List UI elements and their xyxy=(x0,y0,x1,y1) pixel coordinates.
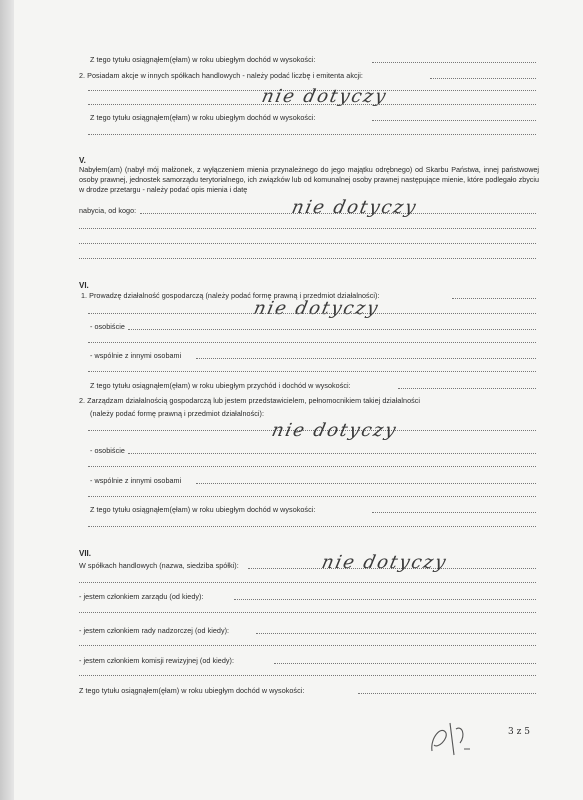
shares-item: 2. Posiadam akcje w innych spółkach handlowych - należy podać liczbę i emitenta akcji: xyxy=(79,71,363,80)
personally-label-2: - osobiście xyxy=(90,446,125,455)
jointly-label-2: - wspólnie z innymi osobami xyxy=(90,476,182,485)
dotted-fill xyxy=(88,526,536,527)
dotted-fill xyxy=(372,62,536,63)
income-line-vii: Z tego tytułu osiągnąłem(ęłam) w roku ubiegłym dochód w wysokości: xyxy=(79,686,305,695)
dotted-fill xyxy=(372,512,536,513)
dotted-fill xyxy=(372,120,536,121)
personally-label: - osobiście xyxy=(90,322,125,331)
dotted-fill xyxy=(88,342,536,343)
business-item-2-line1: 2. Zarządzam działalnością gospodarczą lub jestem przedstawicielem, pełnomocnikiem takiej działalności xyxy=(79,396,421,405)
business-item-2-line2: (należy podać formę prawną i przedmiot działalności): xyxy=(90,409,265,418)
dotted-fill xyxy=(88,371,536,372)
audit-committee-line: - jestem członkiem komisji rewizyjnej (od kiedy): xyxy=(79,656,235,665)
board-member-line: - jestem członkiem zarządu (od kiedy): xyxy=(79,592,204,601)
section-vi-heading: VI. xyxy=(79,281,89,290)
acquisition-from: nabycia, od kogo: xyxy=(79,206,137,215)
dotted-fill xyxy=(358,693,536,694)
dotted-fill xyxy=(79,612,536,613)
dotted-fill xyxy=(128,453,536,454)
scan-edge-shadow xyxy=(0,0,14,800)
dotted-fill xyxy=(79,258,536,259)
dotted-fill xyxy=(128,329,536,330)
handwritten-not-applicable: nie dotyczy xyxy=(319,552,450,573)
dotted-fill xyxy=(398,388,536,389)
section-vii-heading: VII. xyxy=(79,549,92,558)
dotted-fill xyxy=(79,582,536,583)
dotted-fill xyxy=(430,78,536,79)
income-line-2: Z tego tytułu osiągnąłem(ęłam) w roku ubiegłym dochód w wysokości: xyxy=(90,113,316,122)
handwritten-not-applicable: nie dotyczy xyxy=(259,86,390,107)
income-line-1: Z tego tytułu osiągnąłem(ęłam) w roku ubiegłym dochód w wysokości: xyxy=(90,55,316,64)
page-number: 3 z 5 xyxy=(508,727,530,737)
companies-line: W spółkach handlowych (nazwa, siedziba spółki): xyxy=(79,561,239,570)
dotted-fill xyxy=(234,599,536,600)
dotted-fill xyxy=(79,243,536,244)
dotted-fill xyxy=(79,675,536,676)
dotted-fill xyxy=(88,104,536,105)
dotted-fill xyxy=(274,663,536,664)
business-item-1: 1. Prowadzę działalność gospodarczą (należy podać formę prawną i przedmiot działalności): xyxy=(81,291,380,300)
jointly-label: - wspólnie z innymi osobami xyxy=(90,351,182,360)
dotted-fill xyxy=(256,633,536,634)
dotted-fill xyxy=(88,496,536,497)
handwritten-not-applicable: nie dotyczy xyxy=(269,420,400,441)
section-v-heading: V. xyxy=(79,156,86,165)
revenue-income-line: Z tego tytułu osiągnąłem(ęłam) w roku ubiegłym przychód i dochód w wysokości: xyxy=(90,381,351,390)
dotted-fill xyxy=(79,645,536,646)
supervisory-board-line: - jestem członkiem rady nadzorczej (od kiedy): xyxy=(79,626,230,635)
dotted-fill xyxy=(79,228,536,229)
section-v-paragraph: Nabyłem(am) (nabył mój małżonek, z wyłączeniem mienia przynależnego do jego majątku odrębnego) od Skarbu Państwa, innej państwowej osoby prawnej, jednostek samorządu terytorialnego, ich związków lub od komunalnej osoby prawnej następujące mienie, które podlegało zbyciu w drodze przetargu - należy podać opis mienia i datę xyxy=(79,165,539,194)
income-line-vi-2: Z tego tytułu osiągnąłem(ęłam) w roku ubiegłym dochód w wysokości: xyxy=(90,505,316,514)
handwritten-not-applicable: nie dotyczy xyxy=(289,197,420,218)
dotted-fill xyxy=(196,358,536,359)
dotted-fill xyxy=(452,298,536,299)
handwritten-not-applicable: nie dotyczy xyxy=(251,298,382,319)
dotted-fill xyxy=(88,313,536,314)
signature-initials xyxy=(420,715,480,760)
dotted-fill xyxy=(196,483,536,484)
dotted-fill xyxy=(88,134,536,135)
dotted-fill xyxy=(88,466,536,467)
